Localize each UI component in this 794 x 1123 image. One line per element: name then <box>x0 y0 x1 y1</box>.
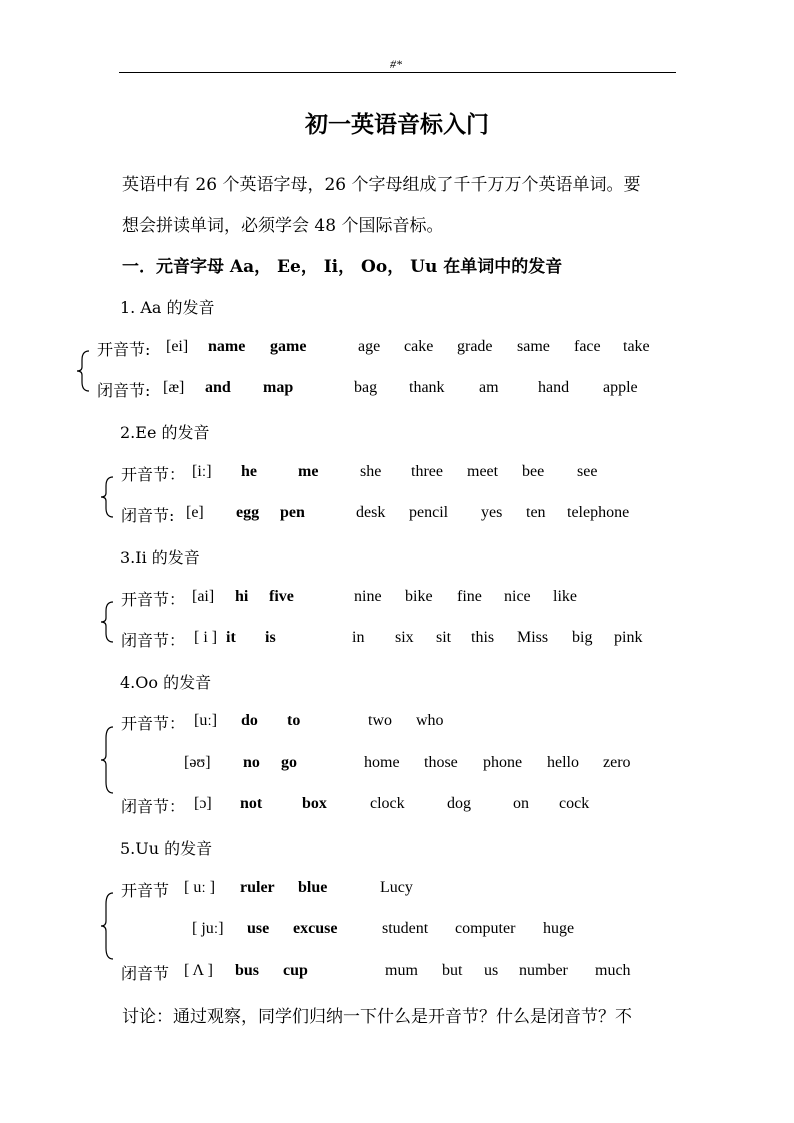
example-word: but <box>442 962 463 979</box>
example-word: face <box>574 338 601 355</box>
example-word: see <box>577 463 598 480</box>
example-word: meet <box>467 463 499 480</box>
row-label: 开音节: <box>97 340 151 359</box>
ipa-symbol: [ Λ ] <box>184 962 213 979</box>
bold-word: he <box>241 463 257 480</box>
ipa-symbol: [ai] <box>192 588 215 605</box>
example-word: much <box>595 962 631 979</box>
example-word: age <box>358 338 381 355</box>
example-word: in <box>352 629 365 646</box>
group-heading-ee: 2.Ee 的发音 <box>120 423 210 442</box>
example-word: hand <box>538 379 570 396</box>
example-word: six <box>395 629 414 646</box>
row-label: 闭音节： <box>121 797 186 816</box>
example-word: cake <box>404 338 434 355</box>
example-word: ten <box>526 504 546 521</box>
ipa-symbol: [ei] <box>166 338 189 355</box>
example-word: telephone <box>567 504 630 521</box>
example-word: three <box>411 463 443 480</box>
bold-word: and <box>205 379 231 396</box>
bold-word: go <box>281 754 297 771</box>
row-label: 闭音节 <box>121 964 170 983</box>
example-word: take <box>623 338 650 355</box>
group-heading-oo: 4.Oo 的发音 <box>120 673 212 692</box>
example-word: bag <box>354 379 378 396</box>
intro-line-2: 想会拼读单词，必须学会 48 个国际音标。 <box>122 216 444 236</box>
bold-word: me <box>298 463 319 480</box>
row-label: 开音节 <box>121 881 170 900</box>
bold-word: name <box>208 338 246 355</box>
example-word: this <box>471 629 495 646</box>
example-word: nine <box>354 588 382 605</box>
example-word: number <box>519 962 568 979</box>
row-label: 开音节： <box>121 465 186 484</box>
row-label: 闭音节: <box>97 381 151 400</box>
brace-ii <box>100 601 114 643</box>
example-word: cock <box>559 795 590 812</box>
example-word: dog <box>447 795 471 812</box>
ipa-symbol: [ i ] <box>194 629 218 646</box>
example-word: home <box>364 754 400 771</box>
row-label: 开音节： <box>121 714 186 733</box>
bold-word: bus <box>235 962 260 979</box>
ipa-symbol: [əʊ] <box>184 754 211 771</box>
example-word: Miss <box>517 629 549 646</box>
example-word: fine <box>457 588 482 605</box>
bold-word: cup <box>283 962 308 979</box>
bold-word: box <box>302 795 327 812</box>
example-word: bee <box>522 463 545 480</box>
example-word: desk <box>356 504 386 521</box>
example-word: same <box>517 338 550 355</box>
example-word: bike <box>405 588 433 605</box>
bold-word: map <box>263 379 294 396</box>
group-heading-aa: 1. Aa 的发音 <box>120 298 215 317</box>
bold-word: blue <box>298 879 328 896</box>
example-word: she <box>360 463 382 480</box>
example-word: us <box>484 962 499 979</box>
bold-word: it <box>226 629 236 646</box>
example-word: mum <box>385 962 418 979</box>
example-word: clock <box>370 795 405 812</box>
example-word: on <box>513 795 529 812</box>
brace-uu <box>100 892 114 960</box>
example-word: phone <box>483 754 523 771</box>
ipa-symbol: [ uː ] <box>184 879 216 896</box>
example-word: who <box>416 712 444 729</box>
bold-word: five <box>269 588 294 605</box>
discussion-line: 讨论：通过观察，同学们归纳一下什么是开音节？什么是闭音节？不 <box>122 1007 632 1027</box>
ipa-symbol: [æ] <box>163 379 185 396</box>
bold-word: hi <box>235 588 249 605</box>
example-word: zero <box>603 754 631 771</box>
ipa-symbol: [ɔ] <box>194 795 212 812</box>
example-word: two <box>368 712 392 729</box>
example-word: computer <box>455 920 516 937</box>
header-rule <box>119 72 676 73</box>
example-word: hello <box>547 754 579 771</box>
example-word: big <box>572 629 593 646</box>
example-word: pencil <box>409 504 449 521</box>
bold-word: to <box>287 712 301 729</box>
page-title: 初一英语音标入门 <box>305 112 489 138</box>
example-word: sit <box>436 629 452 646</box>
bold-word: game <box>270 338 307 355</box>
bold-word: no <box>243 754 260 771</box>
example-word: yes <box>481 504 503 521</box>
example-word: nice <box>504 588 531 605</box>
group-heading-ii: 3.Ii 的发音 <box>120 548 200 567</box>
bold-word: use <box>247 920 270 937</box>
example-word: thank <box>409 379 445 396</box>
bold-word: ruler <box>240 879 275 896</box>
example-word: Lucy <box>380 879 413 896</box>
intro-line-1: 英语中有 26 个英语字母，26 个字母组成了千千万万个英语单词。要 <box>122 175 641 195</box>
example-word: am <box>479 379 499 396</box>
header-mark: #* <box>390 57 402 71</box>
brace-ee <box>100 476 114 518</box>
example-word: huge <box>543 920 575 937</box>
example-word: those <box>424 754 458 771</box>
brace-aa <box>76 350 90 392</box>
brace-oo <box>100 726 114 794</box>
ipa-symbol: [ juː] <box>192 920 224 937</box>
bold-word: pen <box>280 504 305 521</box>
row-label: 开音节： <box>121 590 186 609</box>
example-word: apple <box>603 379 638 396</box>
bold-word: do <box>241 712 258 729</box>
bold-word: egg <box>236 504 260 521</box>
bold-word: excuse <box>293 920 338 937</box>
row-label: 闭音节： <box>121 631 186 650</box>
bold-word: is <box>265 629 276 646</box>
example-word: student <box>382 920 429 937</box>
example-word: pink <box>614 629 643 646</box>
row-label: 闭音节: <box>121 506 175 525</box>
example-word: grade <box>457 338 493 355</box>
example-word: like <box>553 588 577 605</box>
ipa-symbol: [iː] <box>192 463 212 480</box>
section-heading: 一．元音字母 Aa， Ee， Ii， Oo， Uu 在单词中的发音 <box>122 257 563 277</box>
ipa-symbol: [uː] <box>194 712 218 729</box>
ipa-symbol: [e] <box>186 504 204 521</box>
bold-word: not <box>240 795 263 812</box>
group-heading-uu: 5.Uu 的发音 <box>120 839 213 858</box>
